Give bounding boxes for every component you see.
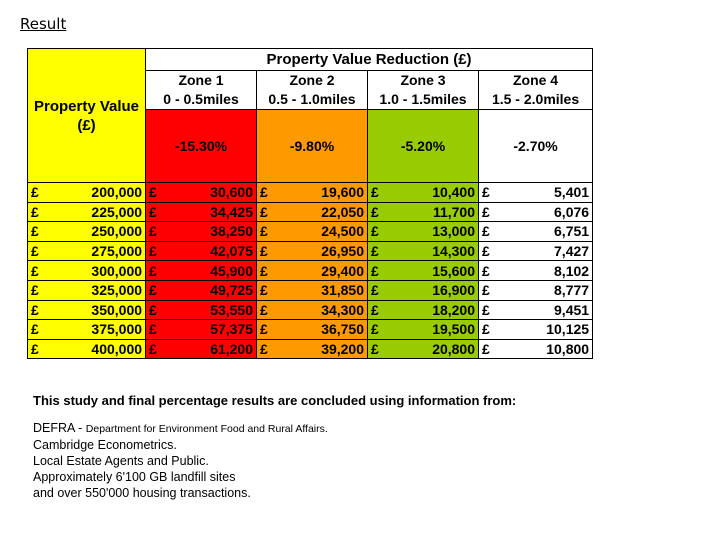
currency-symbol: £ <box>368 202 390 222</box>
currency-symbol: £ <box>479 222 501 242</box>
currency-symbol: £ <box>28 280 68 300</box>
zone-1-range: 0 - 0.5miles <box>163 91 239 107</box>
note-defra-prefix: DEFRA - <box>33 421 86 435</box>
zone-2-range: 0.5 - 1.0miles <box>268 91 356 107</box>
currency-symbol: £ <box>146 202 168 222</box>
zone-2-percent: -9.80% <box>257 110 368 183</box>
currency-symbol: £ <box>257 261 279 281</box>
zone-4-reduction-cell: 7,427 <box>501 241 593 261</box>
zone-3-reduction-cell: 18,200 <box>390 300 479 320</box>
zone-4-percent: -2.70% <box>479 110 593 183</box>
zone-1-reduction-cell: 42,075 <box>168 241 257 261</box>
notes-section <box>33 393 633 501</box>
zone-1-reduction-cell: 61,200 <box>168 339 257 359</box>
currency-symbol: £ <box>479 320 501 340</box>
currency-symbol: £ <box>368 300 390 320</box>
property-value-cell: 250,000 <box>68 222 146 242</box>
currency-symbol: £ <box>479 339 501 359</box>
property-value-table <box>27 48 593 359</box>
currency-symbol: £ <box>368 280 390 300</box>
zone-4-reduction-cell: 6,751 <box>501 222 593 242</box>
currency-symbol: £ <box>28 202 68 222</box>
zone-3-reduction-cell: 15,600 <box>390 261 479 281</box>
zone-2-reduction-cell: 39,200 <box>279 339 368 359</box>
currency-symbol: £ <box>368 339 390 359</box>
zone-3-reduction-cell: 19,500 <box>390 320 479 340</box>
currency-symbol: £ <box>146 241 168 261</box>
zone-1-reduction-cell: 49,725 <box>168 280 257 300</box>
zone-3-name: Zone 3 <box>400 72 446 88</box>
zone-4-reduction-cell: 10,125 <box>501 320 593 340</box>
zone-3-reduction-cell: 13,000 <box>390 222 479 242</box>
currency-symbol: £ <box>257 339 279 359</box>
property-value-header <box>28 49 146 183</box>
note-line-transactions: and over 550'000 housing transactions. <box>33 486 251 500</box>
zone-2-name: Zone 2 <box>289 72 335 88</box>
zone-3-reduction-cell: 14,300 <box>390 241 479 261</box>
zone-3-reduction-cell: 16,900 <box>390 280 479 300</box>
currency-symbol: £ <box>146 222 168 242</box>
zone-4-reduction-cell: 8,777 <box>501 280 593 300</box>
property-value-cell: 350,000 <box>68 300 146 320</box>
zone-4-reduction-cell: 8,102 <box>501 261 593 281</box>
currency-symbol: £ <box>368 241 390 261</box>
table-row <box>28 261 593 281</box>
zone-1-reduction-cell: 34,425 <box>168 202 257 222</box>
zone-2-reduction-cell: 24,500 <box>279 222 368 242</box>
currency-symbol: £ <box>479 241 501 261</box>
currency-symbol: £ <box>146 300 168 320</box>
table-row <box>28 241 593 261</box>
zone-2-reduction-cell: 22,050 <box>279 202 368 222</box>
note-line-agents: Local Estate Agents and Public. <box>33 454 209 468</box>
currency-symbol: £ <box>257 300 279 320</box>
currency-symbol: £ <box>368 183 390 203</box>
zone-4-name: Zone 4 <box>512 72 559 88</box>
currency-symbol: £ <box>479 261 501 281</box>
zone-4-range: 1.5 - 2.0miles <box>491 91 580 107</box>
note-defra <box>33 420 633 437</box>
zone-2-reduction-cell: 29,400 <box>279 261 368 281</box>
currency-symbol: £ <box>146 339 168 359</box>
zone-4-reduction-cell: 5,401 <box>501 183 593 203</box>
currency-symbol: £ <box>257 241 279 261</box>
currency-symbol: £ <box>479 280 501 300</box>
zone-4-reduction-cell: 9,451 <box>501 300 593 320</box>
zone-3-range: 1.0 - 1.5miles <box>379 91 467 107</box>
currency-symbol: £ <box>479 300 501 320</box>
table-row <box>28 222 593 242</box>
notes-title: This study and final percentage results are concluded using information from: <box>33 393 517 408</box>
zone-4-reduction-cell: 6,076 <box>501 202 593 222</box>
currency-symbol: £ <box>368 320 390 340</box>
currency-symbol: £ <box>28 339 68 359</box>
currency-symbol: £ <box>479 202 501 222</box>
table-row <box>28 183 593 203</box>
zone-1-reduction-cell: 53,550 <box>168 300 257 320</box>
currency-symbol: £ <box>28 183 68 203</box>
property-value-cell: 200,000 <box>68 183 146 203</box>
page-heading: Result <box>20 15 67 33</box>
zone-1-reduction-cell: 45,900 <box>168 261 257 281</box>
zone-3-reduction-cell: 11,700 <box>390 202 479 222</box>
table-row <box>28 300 593 320</box>
zone-3-header <box>368 71 479 110</box>
property-value-unit: (£) <box>77 116 96 134</box>
property-value-cell: 225,000 <box>68 202 146 222</box>
currency-symbol: £ <box>28 320 68 340</box>
zone-3-reduction-cell: 10,400 <box>390 183 479 203</box>
currency-symbol: £ <box>146 320 168 340</box>
zone-3-percent: -5.20% <box>368 110 479 183</box>
zone-1-header <box>146 71 257 110</box>
table-row <box>28 280 593 300</box>
currency-symbol: £ <box>479 183 501 203</box>
currency-symbol: £ <box>28 261 68 281</box>
table-row <box>28 202 593 222</box>
currency-symbol: £ <box>146 261 168 281</box>
table-row <box>28 320 593 340</box>
currency-symbol: £ <box>257 202 279 222</box>
zone-2-reduction-cell: 31,850 <box>279 280 368 300</box>
zone-4-reduction-cell: 10,800 <box>501 339 593 359</box>
note-defra-detail: Department for Environment Food and Rural Affairs. <box>85 423 328 435</box>
zone-1-name: Zone 1 <box>178 72 224 88</box>
table-title: Property Value Reduction (£) <box>146 49 593 71</box>
property-value-cell: 400,000 <box>68 339 146 359</box>
zone-3-reduction-cell: 20,800 <box>390 339 479 359</box>
zone-1-reduction-cell: 57,375 <box>168 320 257 340</box>
property-value-label: Property Value <box>33 97 140 115</box>
zone-2-reduction-cell: 26,950 <box>279 241 368 261</box>
currency-symbol: £ <box>146 183 168 203</box>
table-row <box>28 339 593 359</box>
property-value-cell: 275,000 <box>68 241 146 261</box>
zone-4-header <box>479 71 593 110</box>
currency-symbol: £ <box>257 320 279 340</box>
zone-1-reduction-cell: 30,600 <box>168 183 257 203</box>
currency-symbol: £ <box>146 280 168 300</box>
zone-2-reduction-cell: 36,750 <box>279 320 368 340</box>
zone-2-reduction-cell: 19,600 <box>279 183 368 203</box>
currency-symbol: £ <box>368 261 390 281</box>
currency-symbol: £ <box>257 183 279 203</box>
property-value-cell: 300,000 <box>68 261 146 281</box>
note-line-landfill: Approximately 6'100 GB landfill sites <box>33 470 236 484</box>
note-line-cambridge: Cambridge Econometrics. <box>33 438 177 452</box>
currency-symbol: £ <box>257 280 279 300</box>
zone-2-reduction-cell: 34,300 <box>279 300 368 320</box>
currency-symbol: £ <box>28 222 68 242</box>
property-value-cell: 325,000 <box>68 280 146 300</box>
currency-symbol: £ <box>257 222 279 242</box>
currency-symbol: £ <box>28 241 68 261</box>
zone-1-percent: -15.30% <box>146 110 257 183</box>
currency-symbol: £ <box>28 300 68 320</box>
zone-1-reduction-cell: 38,250 <box>168 222 257 242</box>
zone-2-header <box>257 71 368 110</box>
property-value-cell: 375,000 <box>68 320 146 340</box>
currency-symbol: £ <box>368 222 390 242</box>
